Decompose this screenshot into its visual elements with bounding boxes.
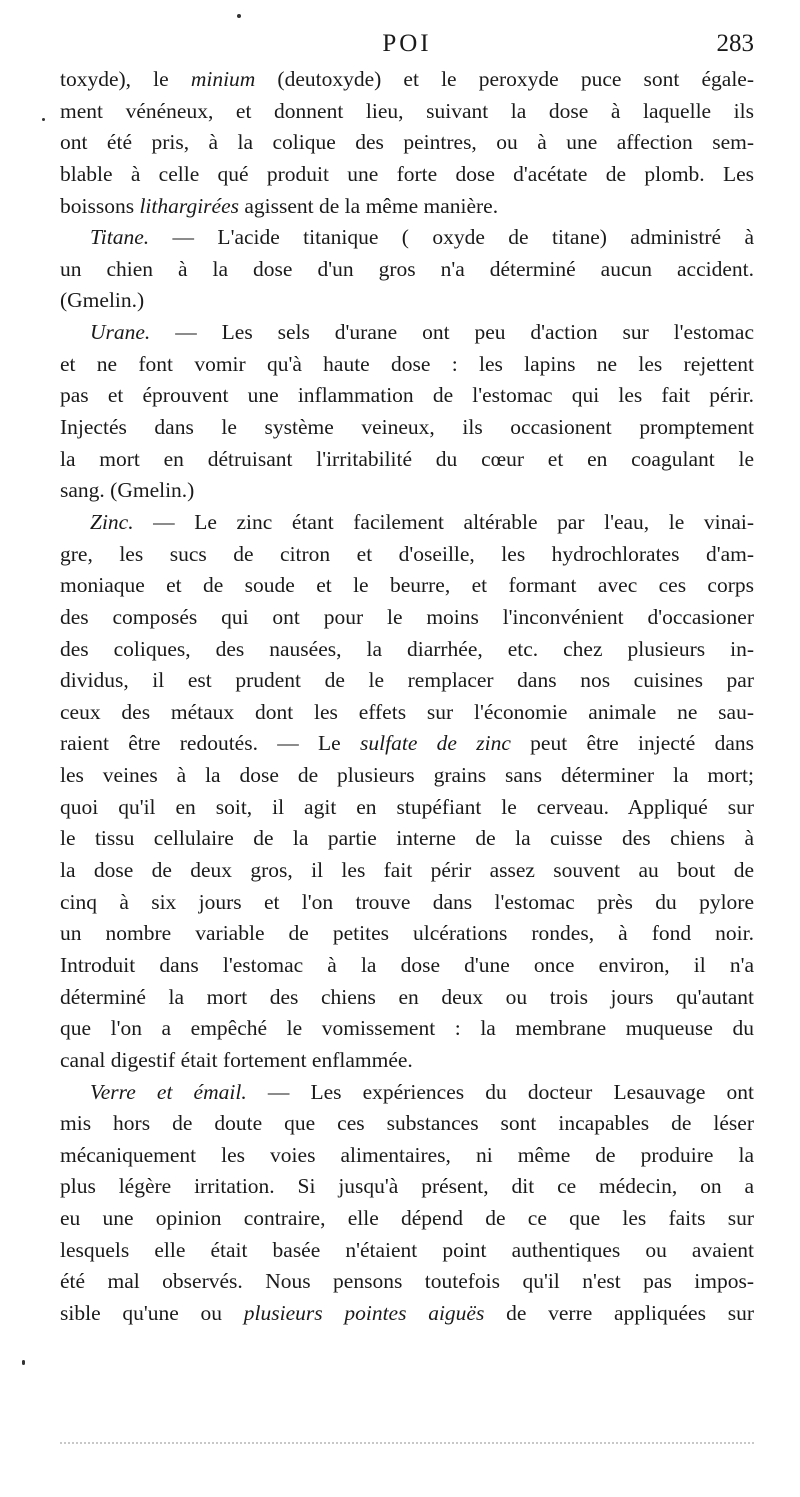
text-line: ont été pris, à la colique des peintres, ou à une affection sem-: [60, 130, 754, 155]
italic-term: plusieurs pointes aiguës: [243, 1300, 485, 1325]
text-line: un nombre variable de petites ulcérations rondes, à fond noir.: [60, 921, 754, 946]
text-line: plus légère irritation. Si jusqu'à présent, dit ce médecin, on a: [60, 1174, 754, 1199]
text-line: les veines à la dose de plusieurs grains sans déterminer la mort;: [60, 763, 754, 788]
text-line: que l'on a empêché le vomissement : la membrane muqueuse du: [60, 1016, 754, 1041]
text-line: boissons lithargirées agissent de la même manière.: [60, 193, 499, 218]
text-line: Titane. — L'acide titanique ( oxyde de titane) administré à: [90, 225, 754, 250]
bleed-through-rule: [60, 1442, 754, 1444]
body-text: [60, 64, 754, 1330]
text-line: sible qu'une ou plusieurs pointes aiguës de verre appliquées sur: [60, 1300, 754, 1325]
ink-speck: [237, 14, 241, 18]
italic-term: Verre et émail.: [90, 1079, 247, 1104]
text-line: des coliques, des nausées, la diarrhée, etc. chez plusieurs in-: [60, 636, 754, 661]
ink-speck: [42, 118, 45, 121]
text-line: des composés qui ont pour le moins l'inconvénient d'occasioner: [60, 604, 754, 629]
text-line: été mal observés. Nous pensons toutefois qu'il n'est pas impos-: [60, 1269, 754, 1294]
text-line: cinq à six jours et l'on trouve dans l'estomac près du pylore: [60, 889, 754, 914]
text-line: dividus, il est prudent de le remplacer dans nos cuisines par: [60, 668, 754, 693]
text-line: mis hors de doute que ces substances sont incapables de léser: [60, 1111, 754, 1136]
running-head: POI: [382, 30, 432, 57]
italic-term: Zinc.: [90, 509, 134, 534]
text-line: moniaque et de soude et le beurre, et formant avec ces corps: [60, 573, 754, 598]
text-line: lesquels elle était basée n'étaient point authentiques ou avaient: [60, 1237, 754, 1262]
text-line: (Gmelin.): [60, 288, 145, 313]
text-line: toxyde), le minium (deutoxyde) et le peroxyde puce sont égale-: [60, 67, 754, 91]
text-line: ceux des métaux dont les effets sur l'économie animale ne sau-: [60, 699, 754, 724]
text-line: Introduit dans l'estomac à la dose d'une once environ, il n'a: [60, 952, 754, 977]
text-line: Zinc. — Le zinc étant facilement altérable par l'eau, le vinai-: [90, 509, 754, 534]
text-line: déterminé la mort des chiens en deux ou trois jours qu'autant: [60, 984, 754, 1009]
text-line: Injectés dans le système veineux, ils occasionent promptement: [60, 415, 754, 440]
page-header: [60, 30, 754, 66]
text-line: mécaniquement les voies alimentaires, ni même de produire la: [60, 1142, 754, 1167]
text-line: la mort en détruisant l'irritabilité du cœur et en coagulant le: [60, 446, 754, 471]
text-line: sang. (Gmelin.): [60, 478, 195, 503]
text-line: canal digestif était fortement enflammée.: [60, 1047, 413, 1072]
text-line: blable à celle qué produit une forte dose d'acétate de plomb. Les: [60, 161, 754, 186]
text-line: Urane. — Les sels d'urane ont peu d'action sur l'estomac: [90, 320, 754, 345]
italic-term: sulfate de zinc: [360, 731, 511, 756]
text-line: pas et éprouvent une inflammation de l'estomac qui les fait périr.: [60, 383, 754, 408]
text-line: un chien à la dose d'un gros n'a déterminé aucun accident.: [60, 256, 754, 281]
text-line: eu une opinion contraire, elle dépend de ce que les faits sur: [60, 1206, 754, 1231]
text-line: gre, les sucs de citron et d'oseille, les hydrochlorates d'am-: [60, 541, 754, 566]
text-line: quoi qu'il en soit, il agit en stupéfiant le cerveau. Appliqué sur: [60, 794, 754, 819]
text-line: le tissu cellulaire de la partie interne de la cuisse des chiens à: [60, 826, 754, 851]
page-number: 283: [716, 30, 754, 57]
ink-speck: [22, 1360, 25, 1365]
italic-term: minium: [190, 67, 256, 91]
text-line: Verre et émail. — Les expériences du docteur Lesauvage ont: [90, 1079, 754, 1104]
italic-term: lithargirées: [139, 193, 239, 218]
text-line: ment vénéneux, et donnent lieu, suivant la dose à laquelle ils: [60, 98, 754, 123]
italic-term: Urane.: [90, 320, 151, 345]
italic-term: Titane.: [90, 225, 150, 250]
text-line: la dose de deux gros, il les fait périr assez souvent au bout de: [60, 858, 754, 883]
text-line: raient être redoutés. — Le sulfate de zinc peut être injecté dans: [60, 731, 754, 756]
text-line: et ne font vomir qu'à haute dose : les lapins ne les rejettent: [60, 351, 754, 376]
